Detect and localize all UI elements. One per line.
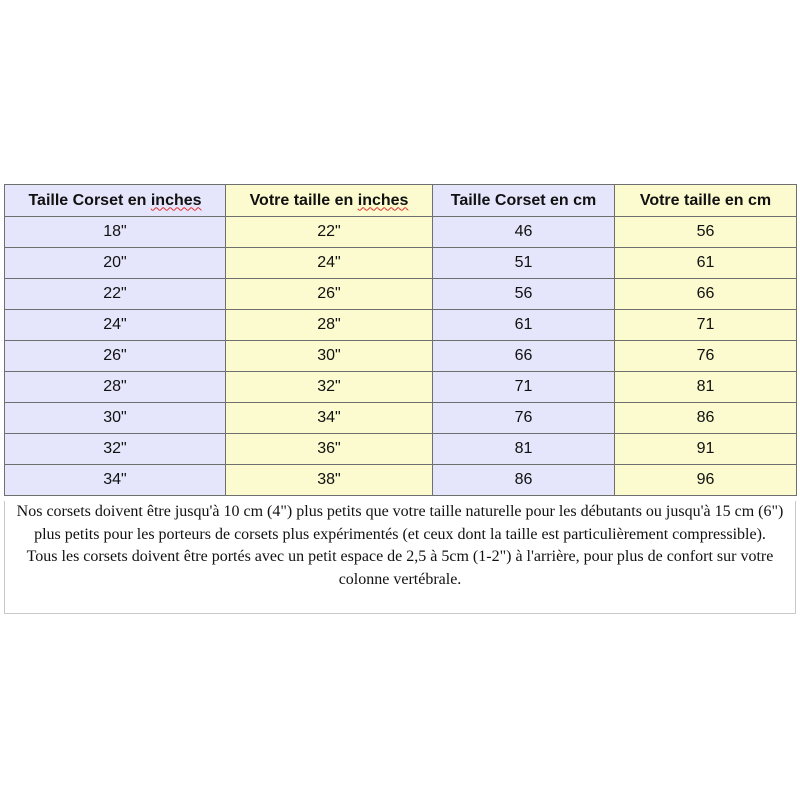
header-your-size-inches [226, 185, 433, 217]
size-chart-table [4, 184, 797, 496]
cell-corset-cm: 61 [433, 310, 615, 341]
cell-waist-inches: 38" [226, 465, 433, 496]
cell-waist-cm: 66 [615, 279, 797, 310]
cell-corset-inches: 22" [5, 279, 226, 310]
note-paragraph-back-gap: Tous les corsets doivent être portés avec un petit espace de 2,5 à 5cm (1-2") à l'arrière, pour plus de confort sur votre colonne vertébrale. [26, 548, 774, 588]
header-text-underlined: inches [357, 191, 409, 209]
table-row [5, 310, 797, 341]
cell-corset-cm: 86 [433, 465, 615, 496]
header-your-size-cm [615, 185, 797, 217]
table-row [5, 341, 797, 372]
header-corset-size-cm [433, 185, 615, 217]
header-text-underlined: inches [150, 191, 202, 209]
cell-corset-cm: 81 [433, 434, 615, 465]
cell-corset-cm: 51 [433, 248, 615, 279]
cell-waist-cm: 91 [615, 434, 797, 465]
cell-waist-cm: 61 [615, 248, 797, 279]
note-paragraph-beginners: Nos corsets doivent être jusqu'à 10 cm (4") plus petits que votre taille naturelle pour les débutants ou jusqu'à 15 cm (6") plus petits pour les porteurs de corsets plus expérimentés (et ceux dont la taille est particulièrement compressible). [16, 503, 784, 543]
table-row [5, 434, 797, 465]
cell-waist-cm: 96 [615, 465, 797, 496]
table-row [5, 248, 797, 279]
cell-waist-cm: 86 [615, 403, 797, 434]
cell-waist-inches: 24" [226, 248, 433, 279]
header-text: Taille Corset en cm [450, 191, 597, 209]
cell-waist-inches: 22" [226, 217, 433, 248]
cell-corset-inches: 28" [5, 372, 226, 403]
cell-corset-inches: 26" [5, 341, 226, 372]
cell-waist-cm: 56 [615, 217, 797, 248]
cell-corset-cm: 56 [433, 279, 615, 310]
cell-waist-inches: 30" [226, 341, 433, 372]
cell-corset-cm: 46 [433, 217, 615, 248]
cell-corset-inches: 30" [5, 403, 226, 434]
sizing-note [4, 501, 796, 614]
table-row [5, 279, 797, 310]
cell-corset-cm: 71 [433, 372, 615, 403]
cell-corset-inches: 34" [5, 465, 226, 496]
table-row [5, 403, 797, 434]
cell-waist-inches: 32" [226, 372, 433, 403]
cell-waist-inches: 28" [226, 310, 433, 341]
header-row [5, 185, 797, 217]
table-row [5, 372, 797, 403]
cell-waist-cm: 76 [615, 341, 797, 372]
table-row [5, 217, 797, 248]
header-text: Taille Corset en [28, 191, 151, 209]
cell-waist-inches: 34" [226, 403, 433, 434]
header-text: Votre taille en cm [639, 191, 772, 209]
cell-corset-inches: 18" [5, 217, 226, 248]
cell-corset-cm: 76 [433, 403, 615, 434]
cell-waist-inches: 36" [226, 434, 433, 465]
cell-corset-inches: 24" [5, 310, 226, 341]
cell-corset-inches: 20" [5, 248, 226, 279]
cell-waist-cm: 71 [615, 310, 797, 341]
header-text: Votre taille en [249, 191, 358, 209]
cell-waist-inches: 26" [226, 279, 433, 310]
cell-corset-inches: 32" [5, 434, 226, 465]
header-corset-size-inches [5, 185, 226, 217]
cell-waist-cm: 81 [615, 372, 797, 403]
table-row [5, 465, 797, 496]
cell-corset-cm: 66 [433, 341, 615, 372]
